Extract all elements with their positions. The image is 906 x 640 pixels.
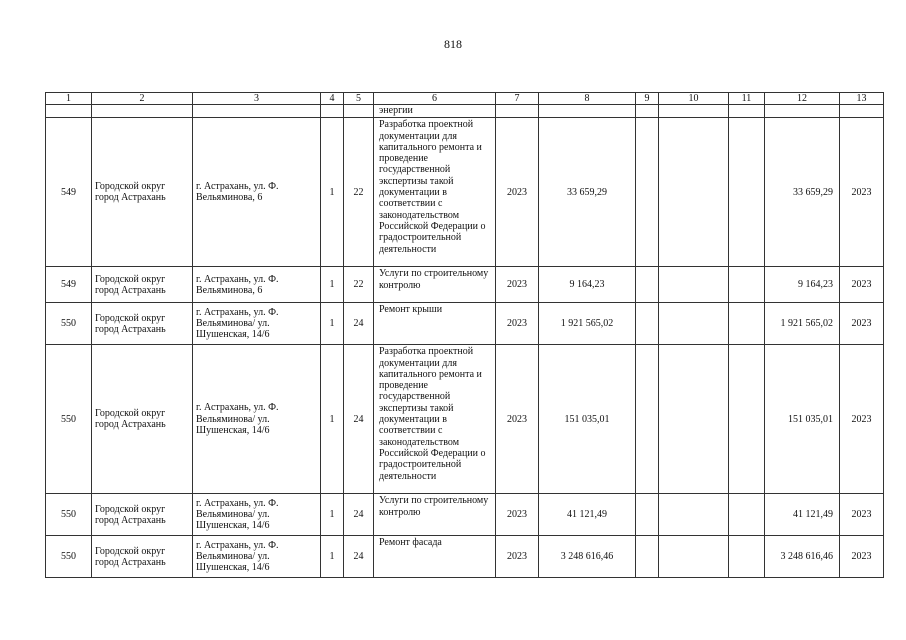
municipality: Городской округ город Астрахань	[92, 118, 193, 267]
end-year: 2023	[840, 536, 884, 578]
municipality: Городской округ город Астрахань	[92, 494, 193, 536]
row-number: 549	[46, 267, 92, 303]
header-row	[46, 93, 884, 105]
col-9-value	[636, 345, 659, 494]
work-year: 2023	[496, 118, 539, 267]
col-11-value	[729, 494, 765, 536]
table-body	[46, 93, 884, 578]
col-4-value: 1	[321, 118, 344, 267]
empty-cell	[321, 105, 344, 118]
col-5-value: 24	[344, 303, 374, 345]
program-table	[45, 92, 884, 578]
col-10-value	[659, 536, 729, 578]
column-header: 2	[92, 93, 193, 105]
col-4-value: 1	[321, 536, 344, 578]
end-year: 2023	[840, 267, 884, 303]
empty-cell	[636, 105, 659, 118]
total-amount: 33 659,29	[765, 118, 840, 267]
work-year: 2023	[496, 536, 539, 578]
table-row	[46, 118, 884, 267]
work-year: 2023	[496, 267, 539, 303]
total-amount: 3 248 616,46	[765, 536, 840, 578]
work-description: энергии	[374, 105, 496, 118]
row-number: 550	[46, 345, 92, 494]
col-11-value	[729, 303, 765, 345]
col-11-value	[729, 267, 765, 303]
col-10-value	[659, 118, 729, 267]
column-header: 11	[729, 93, 765, 105]
table-row	[46, 536, 884, 578]
address: г. Астрахань, ул. Ф. Вельяминова/ ул. Шушенская, 14/6	[193, 303, 321, 345]
empty-cell	[92, 105, 193, 118]
col-9-value	[636, 494, 659, 536]
column-header: 3	[193, 93, 321, 105]
col-5-value: 24	[344, 536, 374, 578]
end-year: 2023	[840, 118, 884, 267]
column-header: 4	[321, 93, 344, 105]
empty-cell	[840, 105, 884, 118]
col-5-value: 24	[344, 494, 374, 536]
column-header: 5	[344, 93, 374, 105]
row-number: 550	[46, 303, 92, 345]
amount: 151 035,01	[539, 345, 636, 494]
work-year: 2023	[496, 303, 539, 345]
col-9-value	[636, 536, 659, 578]
row-number: 550	[46, 536, 92, 578]
total-amount: 1 921 565,02	[765, 303, 840, 345]
work-description: Услуги по строительному контролю	[374, 267, 496, 303]
municipality: Городской округ город Астрахань	[92, 303, 193, 345]
col-4-value: 1	[321, 494, 344, 536]
work-description: Услуги по строительному контролю	[374, 494, 496, 536]
municipality: Городской округ город Астрахань	[92, 267, 193, 303]
work-description: Разработка проектной документации для капитального ремонта и проведение государственной экспертизы такой документации в соответствии с законодательством Российской Федерации о градостроительной деятельности	[374, 118, 496, 267]
col-4-value: 1	[321, 303, 344, 345]
empty-cell	[729, 105, 765, 118]
empty-cell	[46, 105, 92, 118]
column-header: 13	[840, 93, 884, 105]
amount: 1 921 565,02	[539, 303, 636, 345]
total-amount: 41 121,49	[765, 494, 840, 536]
end-year: 2023	[840, 345, 884, 494]
table-row	[46, 267, 884, 303]
column-header: 8	[539, 93, 636, 105]
col-11-value	[729, 536, 765, 578]
col-10-value	[659, 267, 729, 303]
col-9-value	[636, 303, 659, 345]
table-row	[46, 345, 884, 494]
col-9-value	[636, 267, 659, 303]
empty-cell	[539, 105, 636, 118]
col-10-value	[659, 494, 729, 536]
col-9-value	[636, 118, 659, 267]
total-amount: 9 164,23	[765, 267, 840, 303]
column-header: 10	[659, 93, 729, 105]
col-4-value: 1	[321, 267, 344, 303]
work-year: 2023	[496, 345, 539, 494]
col-11-value	[729, 118, 765, 267]
col-5-value: 22	[344, 118, 374, 267]
total-amount: 151 035,01	[765, 345, 840, 494]
column-header: 12	[765, 93, 840, 105]
municipality: Городской округ город Астрахань	[92, 345, 193, 494]
col-4-value: 1	[321, 345, 344, 494]
column-header: 9	[636, 93, 659, 105]
work-description: Ремонт крыши	[374, 303, 496, 345]
row-number: 549	[46, 118, 92, 267]
column-header: 6	[374, 93, 496, 105]
column-header: 7	[496, 93, 539, 105]
empty-cell	[496, 105, 539, 118]
table-row	[46, 494, 884, 536]
row-number: 550	[46, 494, 92, 536]
empty-cell	[193, 105, 321, 118]
amount: 41 121,49	[539, 494, 636, 536]
continuation-row	[46, 105, 884, 118]
col-10-value	[659, 345, 729, 494]
address: г. Астрахань, ул. Ф. Вельяминова/ ул. Шушенская, 14/6	[193, 494, 321, 536]
amount: 3 248 616,46	[539, 536, 636, 578]
work-description: Разработка проектной документации для капитального ремонта и проведение государственной экспертизы такой документации в соответствии с законодательством Российской Федерации о градостроительной деятельности	[374, 345, 496, 494]
table-row	[46, 303, 884, 345]
work-description: Ремонт фасада	[374, 536, 496, 578]
col-11-value	[729, 345, 765, 494]
col-10-value	[659, 303, 729, 345]
column-header: 1	[46, 93, 92, 105]
work-year: 2023	[496, 494, 539, 536]
address: г. Астрахань, ул. Ф. Вельяминова, 6	[193, 118, 321, 267]
amount: 33 659,29	[539, 118, 636, 267]
address: г. Астрахань, ул. Ф. Вельяминова/ ул. Шушенская, 14/6	[193, 345, 321, 494]
page-number: 818	[444, 37, 462, 51]
col-5-value: 24	[344, 345, 374, 494]
end-year: 2023	[840, 303, 884, 345]
empty-cell	[659, 105, 729, 118]
empty-cell	[765, 105, 840, 118]
col-5-value: 22	[344, 267, 374, 303]
amount: 9 164,23	[539, 267, 636, 303]
end-year: 2023	[840, 494, 884, 536]
address: г. Астрахань, ул. Ф. Вельяминова/ ул. Шушенская, 14/6	[193, 536, 321, 578]
municipality: Городской округ город Астрахань	[92, 536, 193, 578]
empty-cell	[344, 105, 374, 118]
address: г. Астрахань, ул. Ф. Вельяминова, 6	[193, 267, 321, 303]
